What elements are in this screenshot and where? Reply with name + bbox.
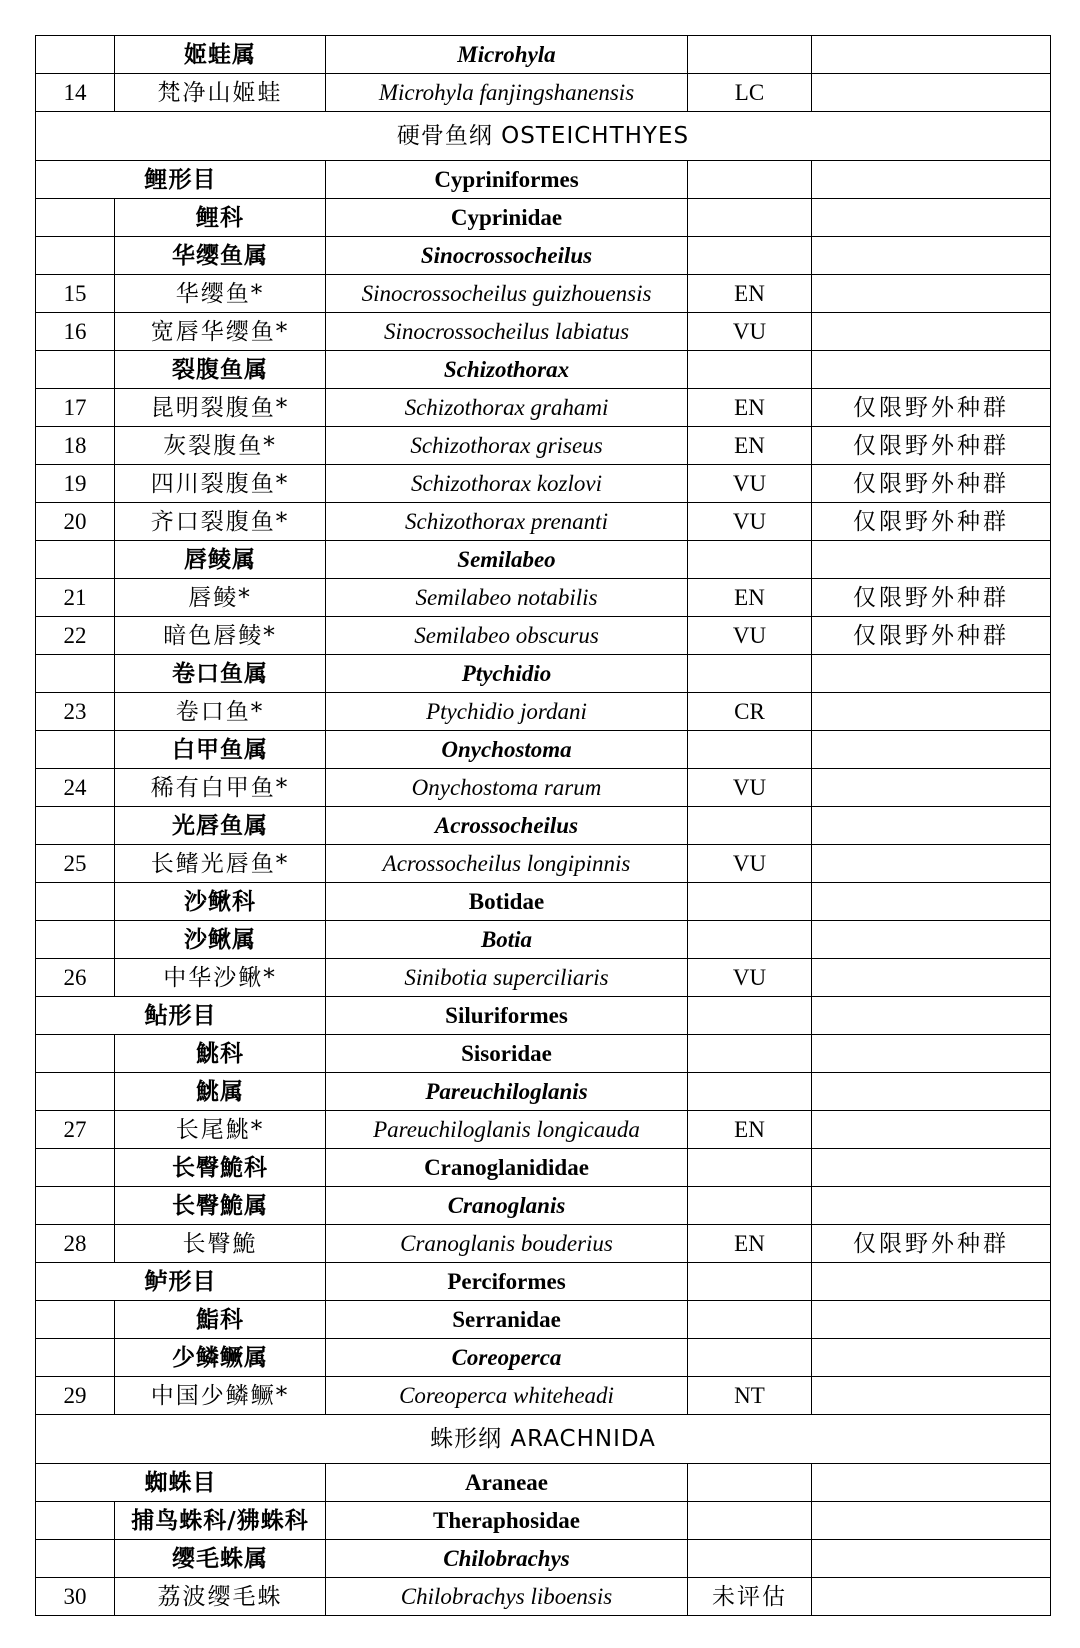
species-number: 26	[36, 959, 115, 997]
note-cell	[812, 1149, 1051, 1187]
species-name-cn: 荔波缨毛蛛	[115, 1578, 326, 1616]
note-cell	[812, 36, 1051, 74]
status-cell	[688, 807, 812, 845]
species-row	[36, 1111, 1051, 1149]
family-row	[36, 1502, 1051, 1540]
status-cell	[688, 1187, 812, 1225]
species-name-cn: 卷口鱼*	[115, 693, 326, 731]
species-table	[35, 35, 1051, 1616]
genus-name-sci: Coreoperca	[326, 1339, 688, 1377]
species-row	[36, 465, 1051, 503]
number-cell	[36, 1502, 115, 1540]
family-row	[36, 1301, 1051, 1339]
species-row	[36, 769, 1051, 807]
status-cell	[688, 921, 812, 959]
protection-note	[812, 1111, 1051, 1149]
protection-note: 仅限野外种群	[812, 617, 1051, 655]
protection-note	[812, 769, 1051, 807]
protection-note	[812, 1377, 1051, 1415]
status-cell	[688, 199, 812, 237]
species-row	[36, 1578, 1051, 1616]
species-name-sci: Ptychidio jordani	[326, 693, 688, 731]
species-number: 25	[36, 845, 115, 883]
status-cell	[688, 1339, 812, 1377]
family-name-sci: Cranoglanididae	[326, 1149, 688, 1187]
conservation-status: LC	[688, 74, 812, 112]
species-name-sci: Schizothorax griseus	[326, 427, 688, 465]
protection-note	[812, 693, 1051, 731]
species-row	[36, 959, 1051, 997]
genus-row	[36, 807, 1051, 845]
protection-note	[812, 845, 1051, 883]
status-cell	[688, 883, 812, 921]
status-cell	[688, 997, 812, 1035]
species-row	[36, 275, 1051, 313]
status-cell	[688, 1502, 812, 1540]
genus-name-cn: 华缨鱼属	[115, 237, 326, 275]
class-header-row	[36, 1415, 1051, 1464]
class-header-row	[36, 112, 1051, 161]
species-row	[36, 693, 1051, 731]
genus-row	[36, 237, 1051, 275]
species-name-sci: Schizothorax prenanti	[326, 503, 688, 541]
genus-name-cn: 卷口鱼属	[115, 655, 326, 693]
number-cell	[36, 199, 115, 237]
number-cell	[36, 1187, 115, 1225]
species-row	[36, 389, 1051, 427]
genus-name-sci: Ptychidio	[326, 655, 688, 693]
status-cell	[688, 731, 812, 769]
number-cell	[36, 807, 115, 845]
family-name-cn: 长臀鮠科	[115, 1149, 326, 1187]
class-label: 蛛形纲 ARACHNIDA	[36, 1415, 1051, 1464]
species-name-cn: 中国少鳞鳜*	[115, 1377, 326, 1415]
genus-row	[36, 1073, 1051, 1111]
order-name-sci: Perciformes	[326, 1263, 688, 1301]
species-number: 22	[36, 617, 115, 655]
genus-name-sci: Acrossocheilus	[326, 807, 688, 845]
family-name-cn: 鮨科	[115, 1301, 326, 1339]
genus-name-sci: Sinocrossocheilus	[326, 237, 688, 275]
species-number: 24	[36, 769, 115, 807]
number-cell	[36, 1149, 115, 1187]
family-row	[36, 1149, 1051, 1187]
species-number: 15	[36, 275, 115, 313]
genus-name-sci: Schizothorax	[326, 351, 688, 389]
species-name-sci: Cranoglanis bouderius	[326, 1225, 688, 1263]
species-name-cn: 宽唇华缨鱼*	[115, 313, 326, 351]
genus-row	[36, 1540, 1051, 1578]
species-number: 23	[36, 693, 115, 731]
conservation-status: EN	[688, 275, 812, 313]
species-row	[36, 617, 1051, 655]
genus-name-cn: 唇鲮属	[115, 541, 326, 579]
order-name-cn: 蜘蛛目	[36, 1464, 326, 1502]
note-cell	[812, 1263, 1051, 1301]
order-row	[36, 997, 1051, 1035]
species-name-sci: Schizothorax kozlovi	[326, 465, 688, 503]
genus-name-cn: 鮡属	[115, 1073, 326, 1111]
family-name-sci: Sisoridae	[326, 1035, 688, 1073]
genus-name-cn: 少鳞鳜属	[115, 1339, 326, 1377]
genus-name-cn: 缨毛蛛属	[115, 1540, 326, 1578]
species-name-cn: 暗色唇鲮*	[115, 617, 326, 655]
note-cell	[812, 1540, 1051, 1578]
protection-note	[812, 275, 1051, 313]
species-name-cn: 华缨鱼*	[115, 275, 326, 313]
genus-row	[36, 36, 1051, 74]
species-name-sci: Acrossocheilus longipinnis	[326, 845, 688, 883]
species-row	[36, 74, 1051, 112]
conservation-status: CR	[688, 693, 812, 731]
protection-note	[812, 313, 1051, 351]
genus-row	[36, 541, 1051, 579]
species-row	[36, 579, 1051, 617]
status-cell	[688, 351, 812, 389]
genus-name-cn: 长臀鮠属	[115, 1187, 326, 1225]
note-cell	[812, 921, 1051, 959]
protection-note	[812, 1578, 1051, 1616]
species-name-sci: Sinocrossocheilus guizhouensis	[326, 275, 688, 313]
species-number: 20	[36, 503, 115, 541]
species-name-sci: Coreoperca whiteheadi	[326, 1377, 688, 1415]
note-cell	[812, 655, 1051, 693]
species-name-sci: Chilobrachys liboensis	[326, 1578, 688, 1616]
family-row	[36, 883, 1051, 921]
note-cell	[812, 199, 1051, 237]
protection-note	[812, 959, 1051, 997]
protection-note: 仅限野外种群	[812, 427, 1051, 465]
species-number: 19	[36, 465, 115, 503]
note-cell	[812, 731, 1051, 769]
conservation-status: EN	[688, 1111, 812, 1149]
genus-row	[36, 655, 1051, 693]
species-number: 14	[36, 74, 115, 112]
species-row	[36, 313, 1051, 351]
number-cell	[36, 1035, 115, 1073]
note-cell	[812, 1073, 1051, 1111]
family-name-sci: Cyprinidae	[326, 199, 688, 237]
conservation-status: VU	[688, 465, 812, 503]
status-cell	[688, 237, 812, 275]
status-cell	[688, 1149, 812, 1187]
conservation-status: 未评估	[688, 1578, 812, 1616]
species-row	[36, 1377, 1051, 1415]
species-name-cn: 长尾鮡*	[115, 1111, 326, 1149]
conservation-status: VU	[688, 503, 812, 541]
genus-row	[36, 351, 1051, 389]
genus-name-sci: Semilabeo	[326, 541, 688, 579]
conservation-status: VU	[688, 617, 812, 655]
species-name-cn: 齐口裂腹鱼*	[115, 503, 326, 541]
species-name-sci: Semilabeo notabilis	[326, 579, 688, 617]
family-name-cn: 鲤科	[115, 199, 326, 237]
species-number: 29	[36, 1377, 115, 1415]
species-row	[36, 845, 1051, 883]
genus-name-cn: 白甲鱼属	[115, 731, 326, 769]
family-name-cn: 沙鳅科	[115, 883, 326, 921]
conservation-status: EN	[688, 389, 812, 427]
number-cell	[36, 351, 115, 389]
number-cell	[36, 1073, 115, 1111]
number-cell	[36, 36, 115, 74]
species-number: 30	[36, 1578, 115, 1616]
protection-note: 仅限野外种群	[812, 579, 1051, 617]
status-cell	[688, 1540, 812, 1578]
genus-row	[36, 921, 1051, 959]
conservation-status: NT	[688, 1377, 812, 1415]
note-cell	[812, 1464, 1051, 1502]
species-name-cn: 四川裂腹鱼*	[115, 465, 326, 503]
family-row	[36, 1035, 1051, 1073]
species-number: 18	[36, 427, 115, 465]
species-name-cn: 长鳍光唇鱼*	[115, 845, 326, 883]
species-name-sci: Pareuchiloglanis longicauda	[326, 1111, 688, 1149]
number-cell	[36, 883, 115, 921]
order-name-sci: Cypriniformes	[326, 161, 688, 199]
number-cell	[36, 731, 115, 769]
number-cell	[36, 655, 115, 693]
status-cell	[688, 161, 812, 199]
status-cell	[688, 1035, 812, 1073]
note-cell	[812, 1301, 1051, 1339]
species-name-cn: 中华沙鳅*	[115, 959, 326, 997]
species-row	[36, 503, 1051, 541]
species-name-cn: 唇鲮*	[115, 579, 326, 617]
genus-name-cn: 沙鳅属	[115, 921, 326, 959]
species-name-sci: Sinibotia superciliaris	[326, 959, 688, 997]
genus-row	[36, 1339, 1051, 1377]
genus-row	[36, 731, 1051, 769]
conservation-status: VU	[688, 769, 812, 807]
family-name-cn: 捕鸟蛛科/狒蛛科	[115, 1502, 326, 1540]
order-name-cn: 鲇形目	[36, 997, 326, 1035]
order-name-cn: 鲤形目	[36, 161, 326, 199]
species-name-cn: 稀有白甲鱼*	[115, 769, 326, 807]
note-cell	[812, 883, 1051, 921]
order-row	[36, 1263, 1051, 1301]
genus-name-sci: Chilobrachys	[326, 1540, 688, 1578]
note-cell	[812, 1035, 1051, 1073]
note-cell	[812, 237, 1051, 275]
conservation-status: EN	[688, 579, 812, 617]
protection-note	[812, 74, 1051, 112]
conservation-status: EN	[688, 427, 812, 465]
genus-name-sci: Botia	[326, 921, 688, 959]
note-cell	[812, 541, 1051, 579]
note-cell	[812, 351, 1051, 389]
note-cell	[812, 161, 1051, 199]
species-name-sci: Schizothorax grahami	[326, 389, 688, 427]
species-name-cn: 梵净山姬蛙	[115, 74, 326, 112]
number-cell	[36, 1301, 115, 1339]
note-cell	[812, 997, 1051, 1035]
status-cell	[688, 1073, 812, 1111]
status-cell	[688, 655, 812, 693]
species-name-cn: 昆明裂腹鱼*	[115, 389, 326, 427]
species-name-sci: Sinocrossocheilus labiatus	[326, 313, 688, 351]
genus-name-sci: Pareuchiloglanis	[326, 1073, 688, 1111]
family-name-sci: Theraphosidae	[326, 1502, 688, 1540]
species-number: 27	[36, 1111, 115, 1149]
status-cell	[688, 1464, 812, 1502]
order-name-sci: Siluriformes	[326, 997, 688, 1035]
status-cell	[688, 1301, 812, 1339]
species-row	[36, 427, 1051, 465]
protection-note: 仅限野外种群	[812, 465, 1051, 503]
genus-name-cn: 姬蛙属	[115, 36, 326, 74]
genus-name-sci: Cranoglanis	[326, 1187, 688, 1225]
protection-note: 仅限野外种群	[812, 389, 1051, 427]
status-cell	[688, 541, 812, 579]
species-number: 16	[36, 313, 115, 351]
genus-name-sci: Microhyla	[326, 36, 688, 74]
order-name-cn: 鲈形目	[36, 1263, 326, 1301]
conservation-status: VU	[688, 959, 812, 997]
species-name-cn: 灰裂腹鱼*	[115, 427, 326, 465]
note-cell	[812, 1187, 1051, 1225]
status-cell	[688, 36, 812, 74]
conservation-status: VU	[688, 845, 812, 883]
species-name-sci: Semilabeo obscurus	[326, 617, 688, 655]
number-cell	[36, 921, 115, 959]
conservation-status: EN	[688, 1225, 812, 1263]
genus-name-cn: 裂腹鱼属	[115, 351, 326, 389]
family-name-sci: Serranidae	[326, 1301, 688, 1339]
conservation-status: VU	[688, 313, 812, 351]
note-cell	[812, 1339, 1051, 1377]
genus-name-sci: Onychostoma	[326, 731, 688, 769]
genus-row	[36, 1187, 1051, 1225]
protection-note: 仅限野外种群	[812, 1225, 1051, 1263]
species-number: 21	[36, 579, 115, 617]
number-cell	[36, 1339, 115, 1377]
note-cell	[812, 807, 1051, 845]
order-row	[36, 161, 1051, 199]
number-cell	[36, 237, 115, 275]
species-row	[36, 1225, 1051, 1263]
family-name-cn: 鮡科	[115, 1035, 326, 1073]
family-row	[36, 199, 1051, 237]
species-name-sci: Microhyla fanjingshanensis	[326, 74, 688, 112]
family-name-sci: Botidae	[326, 883, 688, 921]
species-name-sci: Onychostoma rarum	[326, 769, 688, 807]
protection-note: 仅限野外种群	[812, 503, 1051, 541]
species-name-cn: 长臀鮠	[115, 1225, 326, 1263]
species-number: 17	[36, 389, 115, 427]
genus-name-cn: 光唇鱼属	[115, 807, 326, 845]
number-cell	[36, 541, 115, 579]
note-cell	[812, 1502, 1051, 1540]
class-label: 硬骨鱼纲 OSTEICHTHYES	[36, 112, 1051, 161]
order-row	[36, 1464, 1051, 1502]
number-cell	[36, 1540, 115, 1578]
order-name-sci: Araneae	[326, 1464, 688, 1502]
status-cell	[688, 1263, 812, 1301]
species-number: 28	[36, 1225, 115, 1263]
